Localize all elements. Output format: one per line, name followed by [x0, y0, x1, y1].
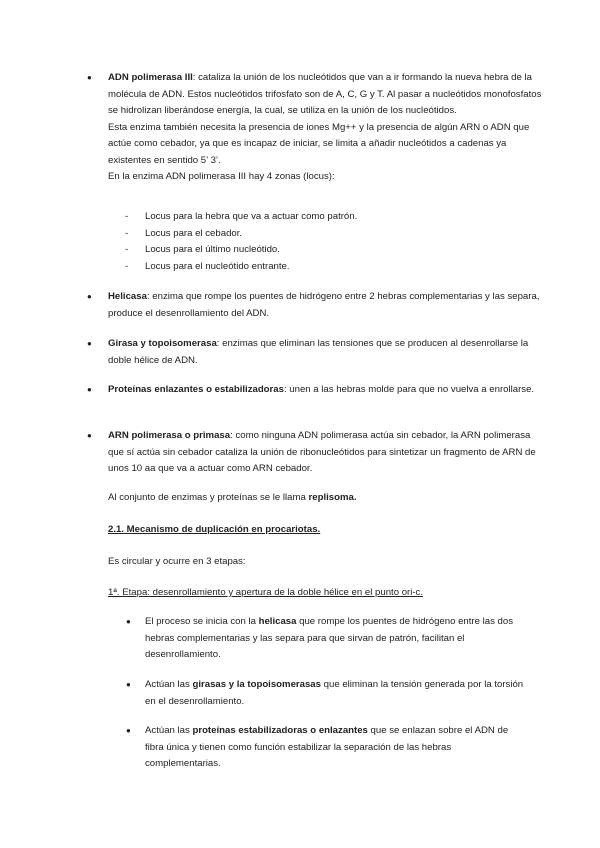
bullet-icon: ● [126, 617, 131, 626]
locus-text: Locus para la hebra que va a actuar como patrón. [145, 211, 358, 222]
bullet-icon: ● [87, 339, 92, 348]
paragraph [108, 382, 548, 399]
dash-icon: - [125, 211, 129, 222]
list-item-proteinas [87, 382, 548, 399]
list-item-helicasa [87, 289, 548, 322]
paragraph [145, 614, 525, 664]
bullet-icon: ● [87, 431, 92, 440]
term: replisoma. [308, 492, 357, 503]
paragraph-text: Al conjunto de enzimas y proteínas se le llama [108, 492, 309, 503]
section-heading-text: 2.1. Mecanismo de duplicación en procariotas. [108, 524, 321, 535]
circular-paragraph: Es circular y ocurre en 3 etapas: [108, 556, 246, 567]
replisoma-paragraph [108, 490, 548, 507]
text-post: que se enlazan sobre el ADN de fibra única y tienen como función estabilizar la separación de las hebras complementarias. [145, 725, 509, 769]
paragraph [108, 70, 548, 120]
list-item-adn-polimerasa-iii [87, 70, 548, 186]
bullet-icon: ● [87, 385, 92, 394]
etapa-heading-text: 1ª. Etapa: desenrollamiento y apertura de la doble hélice en el punto ori-c. [108, 587, 424, 598]
text-post: que rompe los puentes de hidrógeno entre las dos hebras complementarias y las separa para que sirvan de patrón, facilitan el desenrollamiento. [145, 616, 514, 660]
term: proteínas estabilizadoras o enlazantes [192, 725, 368, 736]
text-pre: El proceso se inicia con la [145, 616, 259, 627]
list-item-etapa-step [126, 614, 525, 664]
paragraph: Esta enzima también necesita la presencia de iones Mg++ y la presencia de algún ARN o ADN que actúe como cebador, ya que es incapaz de iniciar, se limita a añadir nucleótidos a cadenas ya existentes en sentido 5’ 3’. [108, 121, 530, 166]
paragraph [145, 677, 525, 710]
list-item-locus [125, 209, 525, 226]
section-heading [108, 522, 548, 539]
list-item-primasa [87, 428, 548, 478]
text-pre: Actúan las [145, 679, 193, 690]
text-post: que eliminan la tensión generada por la torsión en el desenrollamiento. [145, 679, 524, 707]
definition: : enzima que rompe los puentes de hidrógeno entre 2 hebras complementarias y las separa, produce el desenrollamiento del ADN. [108, 291, 540, 319]
paragraph [108, 428, 548, 478]
definition: : como ninguna ADN polimerasa actúa sin cebador, la ARN polimerasa que sí actúa sin cebador cataliza la unión de ribonucleótidos para sintetizar un fragmento de ARN de unos 10 aa que va a actuar como ARN cebador. [108, 430, 536, 474]
bullet-icon: ● [126, 726, 131, 735]
paragraph [145, 723, 525, 773]
list-item-etapa-step [126, 723, 525, 773]
term: ADN polimerasa III [108, 72, 193, 83]
term: Proteínas enlazantes o estabilizadoras [108, 384, 284, 395]
list-item-etapa-step [126, 677, 525, 710]
list-item-locus [125, 259, 525, 276]
paragraph: En la enzima ADN polimerasa III hay 4 zonas (locus): [108, 171, 335, 182]
paragraph [108, 336, 548, 369]
list-item-girasa [87, 336, 548, 369]
term: Helicasa [108, 291, 147, 302]
etapa-heading [108, 585, 548, 602]
term: girasas y la topoisomerasas [192, 679, 321, 690]
locus-text: Locus para el cebador. [145, 228, 243, 239]
definition: : unen a las hebras molde para que no vuelva a enrollarse. [283, 384, 535, 395]
paragraph [108, 289, 548, 322]
bullet-icon: ● [87, 292, 92, 301]
dash-icon: - [125, 244, 129, 255]
definition: : enzimas que eliminan las tensiones que se producen al desenrollarse la doble hélice de ADN. [108, 338, 529, 366]
locus-text: Locus para el último nucleótido. [145, 244, 280, 255]
dash-icon: - [125, 261, 129, 272]
locus-text: Locus para el nucleótido entrante. [145, 261, 290, 272]
term: helicasa [258, 616, 297, 627]
definition: : cataliza la unión de los nucleótidos que van a ir formando la nueva hebra de la molécula de ADN. Estos nucleótidos trifosfato son de A, C, G y T. Al pasar a nucleótidos monofosfatos se hidrolizan liberándose energía, la cual, se utiliza en la unión de los nucleótidos. [108, 72, 542, 116]
term: Girasa y topoisomerasa [108, 338, 217, 349]
bullet-icon: ● [126, 680, 131, 689]
text-pre: Actúan las [145, 725, 193, 736]
list-item-locus [125, 226, 525, 243]
dash-icon: - [125, 228, 129, 239]
term: ARN polimerasa o primasa [108, 430, 231, 441]
bullet-icon: ● [87, 73, 92, 82]
list-item-locus [125, 242, 525, 259]
